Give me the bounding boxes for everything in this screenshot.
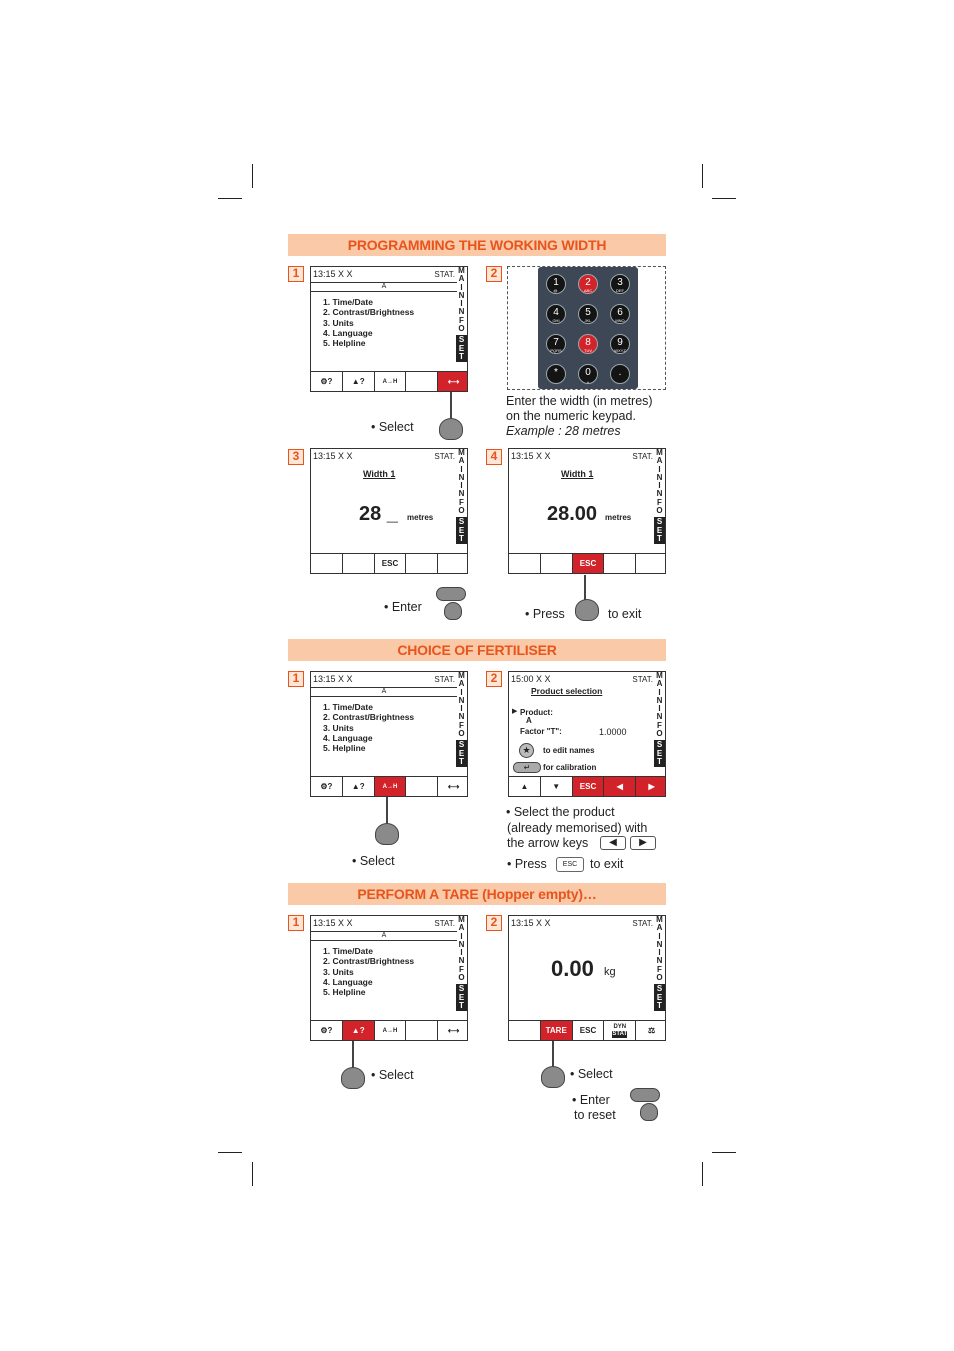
sub-label: A	[311, 283, 457, 292]
menu-screen: 13:15 X X STAT. A M A I N I N F O S E T 1. Time/Date 2. Contrast/Brightness 3. Units 4. Language 5. Helpline ⚙? ▲? A→H ⟷	[310, 915, 468, 1041]
clock: 13:15	[313, 269, 336, 279]
esc-key-icon: ESC	[556, 857, 584, 872]
product-instruction: • Select the product	[506, 805, 615, 819]
width-entry-screen: 13:15 X X STAT. M A I N I N F O S E T Width 1 28 _ metres ESC	[310, 448, 468, 574]
crop-mark	[702, 1162, 703, 1186]
menu-item[interactable]: 5. Helpline	[323, 987, 366, 998]
crop-mark	[218, 1152, 242, 1153]
width-value: 28 _	[359, 503, 398, 525]
step-number: 1	[288, 915, 304, 931]
instruction-select: • Select	[371, 1068, 414, 1082]
menu-item[interactable]: 3. Units	[323, 317, 354, 328]
stat-label: STAT.	[434, 270, 455, 279]
edit-names-label: to edit names	[543, 746, 595, 755]
esc-key[interactable]: ESC	[573, 1021, 605, 1040]
keypad-key[interactable]: 9 WXYZ	[610, 334, 630, 354]
dyn-stat-key[interactable]: DYN STAT	[604, 1021, 636, 1040]
calibration-label: for calibration	[543, 763, 597, 772]
pointer-line	[584, 575, 586, 601]
arrow-right-icon[interactable]: ▶	[636, 777, 666, 796]
crop-mark	[712, 198, 736, 199]
hand-icon	[341, 1067, 365, 1089]
keypad-key[interactable]: 3 DEF	[610, 274, 630, 294]
screen-title: Width 1	[363, 469, 396, 479]
numeric-keypad	[507, 266, 666, 390]
width-key-icon[interactable]: ⟷	[447, 1026, 460, 1035]
hand-icon	[541, 1066, 565, 1088]
instruction-press: • Press	[525, 607, 565, 621]
crop-mark	[252, 1162, 253, 1186]
instruction-exit: to exit	[608, 607, 642, 621]
arrow-up-icon[interactable]: ▲	[509, 777, 541, 796]
keypad-key[interactable]: *	[546, 364, 566, 384]
menu-screen	[310, 266, 468, 392]
menu-item[interactable]: 3. Units	[323, 722, 354, 733]
settings-menu	[323, 946, 414, 997]
blank-key[interactable]	[406, 1021, 438, 1040]
unit-label: metres	[407, 513, 434, 522]
step-number: 1	[288, 671, 304, 687]
instruction-reset: to reset	[574, 1108, 616, 1122]
tare-screen: 13:15 X X STAT. M A I N I N F O S E T 0.00 kg TARE ESC DYN STAT ⚖	[508, 915, 666, 1041]
weight-help-icon[interactable]: ▲?	[343, 777, 375, 796]
wheel-icon[interactable]: ⚙?	[311, 372, 343, 391]
factor-value: 1.0000	[599, 727, 627, 737]
enter-key-icon	[436, 587, 466, 601]
hopper-icon[interactable]: A→H	[375, 372, 407, 391]
menu-item[interactable]: 5. Helpline	[323, 743, 366, 754]
product-screen: 15:00 X X STAT. M A I N I N F O S E T Product selection ▶ Product: A Factor "T": 1.0000 ★ to edit names ↵ for calibration ▲ ▼ ESC ◀ ▶	[508, 671, 666, 797]
hopper-icon[interactable]: A→H	[375, 1021, 407, 1040]
hand-icon	[444, 602, 462, 620]
product-value[interactable]: A	[526, 716, 532, 725]
esc-key[interactable]: ESC	[573, 777, 605, 796]
section-title-fertiliser: CHOICE OF FERTILISER	[288, 639, 666, 661]
hand-icon	[640, 1103, 658, 1121]
menu-item[interactable]: 1. Time/Date	[323, 702, 373, 712]
unit-label: metres	[605, 513, 632, 522]
hand-icon	[375, 823, 399, 845]
pointer-line	[552, 1041, 554, 1069]
step-number: 2	[486, 266, 502, 282]
instruction-select: • Select	[570, 1067, 613, 1081]
weight-value: 0.00	[551, 956, 594, 981]
blank-key[interactable]	[406, 372, 438, 391]
unit-label: kg	[604, 966, 616, 978]
instruction-press: • Press	[507, 857, 547, 871]
width-key-icon[interactable]: ⟷	[447, 782, 460, 791]
width-value: 28.00	[547, 503, 598, 525]
menu-screen: 13:15 X X STAT. A M A I N I N F O S E T 1. Time/Date 2. Contrast/Brightness 3. Units 4. Language 5. Helpline ⚙? ▲? A→H ⟷	[310, 671, 468, 797]
esc-key[interactable]: ESC	[573, 554, 605, 573]
enter-key-icon: ↵	[513, 762, 541, 773]
pointer-line	[450, 392, 452, 420]
arrow-right-icon: ▶	[630, 836, 656, 850]
step-number: 1	[288, 266, 304, 282]
menu-item[interactable]: 2. Contrast/Brightness	[323, 712, 415, 723]
step-number: 3	[288, 449, 304, 465]
weight-help-icon[interactable]: ▲?	[343, 372, 375, 391]
screen-title: Product selection	[531, 686, 603, 696]
hand-icon	[439, 418, 463, 440]
menu-item[interactable]: 3. Units	[323, 966, 354, 977]
instruction-enter: • Enter	[572, 1093, 610, 1107]
pointer-line	[386, 797, 388, 825]
keypad-example: Example : 28 metres	[506, 424, 621, 438]
menu-item[interactable]: 1. Time/Date	[323, 946, 373, 956]
settings-menu	[323, 702, 414, 753]
hand-icon	[575, 599, 599, 621]
keypad-key[interactable]: 6 MNO	[610, 304, 630, 324]
menu-item[interactable]: 1. Time/Date	[323, 297, 373, 307]
menu-item[interactable]: 2. Contrast/Brightness	[323, 956, 415, 967]
keypad-key[interactable]: 7 PQRS	[546, 334, 566, 354]
factor-label: Factor "T":	[520, 727, 562, 736]
wheel-icon[interactable]: ⚙?	[311, 777, 343, 796]
section-title-tare: PERFORM A TARE (Hopper empty)…	[288, 883, 666, 905]
step-number: 2	[486, 915, 502, 931]
esc-key[interactable]: ESC	[375, 554, 407, 573]
xx-label: X X	[338, 269, 353, 279]
enter-key-icon	[630, 1088, 660, 1102]
menu-item[interactable]: 2. Contrast/Brightness	[323, 307, 415, 318]
step-number: 4	[486, 449, 502, 465]
pointer-icon: ▶	[512, 708, 518, 715]
product-label: Product:	[520, 708, 553, 717]
scale-icon[interactable]: ⚖	[648, 1026, 656, 1035]
instruction-select: • Select	[371, 420, 414, 434]
arrow-down-icon[interactable]: ▼	[541, 777, 573, 796]
blank-key[interactable]	[406, 777, 438, 796]
keypad-instruction: on the numeric keypad.	[506, 409, 636, 423]
settings-menu	[323, 297, 414, 348]
hopper-icon[interactable]: A→H	[375, 777, 407, 796]
product-instruction: (already memorised) with	[507, 821, 648, 835]
keypad-instruction: Enter the width (in metres)	[506, 394, 653, 408]
pointer-line	[352, 1041, 354, 1069]
keypad-key[interactable]: 2 ABC	[578, 274, 598, 294]
crop-mark	[218, 198, 242, 199]
instruction-enter: • Enter	[384, 600, 422, 614]
section-title-width: PROGRAMMING THE WORKING WIDTH	[288, 234, 666, 256]
screen-title: Width 1	[561, 469, 594, 479]
weight-help-icon[interactable]: ▲?	[343, 1021, 375, 1040]
keypad-key[interactable]: 1 @.	[546, 274, 566, 294]
width-saved-screen: 13:15 X X STAT. M A I N I N F O S E T Width 1 28.00 metres ESC	[508, 448, 666, 574]
arrow-left-icon[interactable]: ◀	[604, 777, 636, 796]
width-key-icon[interactable]: ⟷	[438, 372, 468, 391]
step-number: 2	[486, 671, 502, 687]
instruction-exit: to exit	[590, 857, 624, 871]
crop-mark	[252, 164, 253, 188]
crop-mark	[712, 1152, 736, 1153]
product-instruction: the arrow keys	[507, 836, 589, 850]
keypad-key[interactable]: 0 ␣	[578, 364, 598, 384]
keypad-key[interactable]: 8 TUV	[578, 334, 598, 354]
crop-mark	[702, 164, 703, 188]
arrow-left-icon: ◀	[600, 836, 626, 850]
keypad-key[interactable]: 4 GHI	[546, 304, 566, 324]
side-tabs: M A I N I N F O S E T	[456, 267, 467, 391]
menu-item[interactable]: 4. Language	[323, 327, 373, 338]
star-key-icon: ★	[519, 743, 534, 758]
menu-item[interactable]: 4. Language	[323, 976, 373, 987]
menu-item[interactable]: 5. Helpline	[323, 338, 366, 349]
menu-item[interactable]: 4. Language	[323, 732, 373, 743]
instruction-select: • Select	[352, 854, 395, 868]
tare-key[interactable]: TARE	[541, 1021, 573, 1040]
keypad-key[interactable]: 5 JKL	[578, 304, 598, 324]
keypad-key[interactable]: .	[610, 364, 630, 384]
wheel-icon[interactable]: ⚙?	[311, 1021, 343, 1040]
